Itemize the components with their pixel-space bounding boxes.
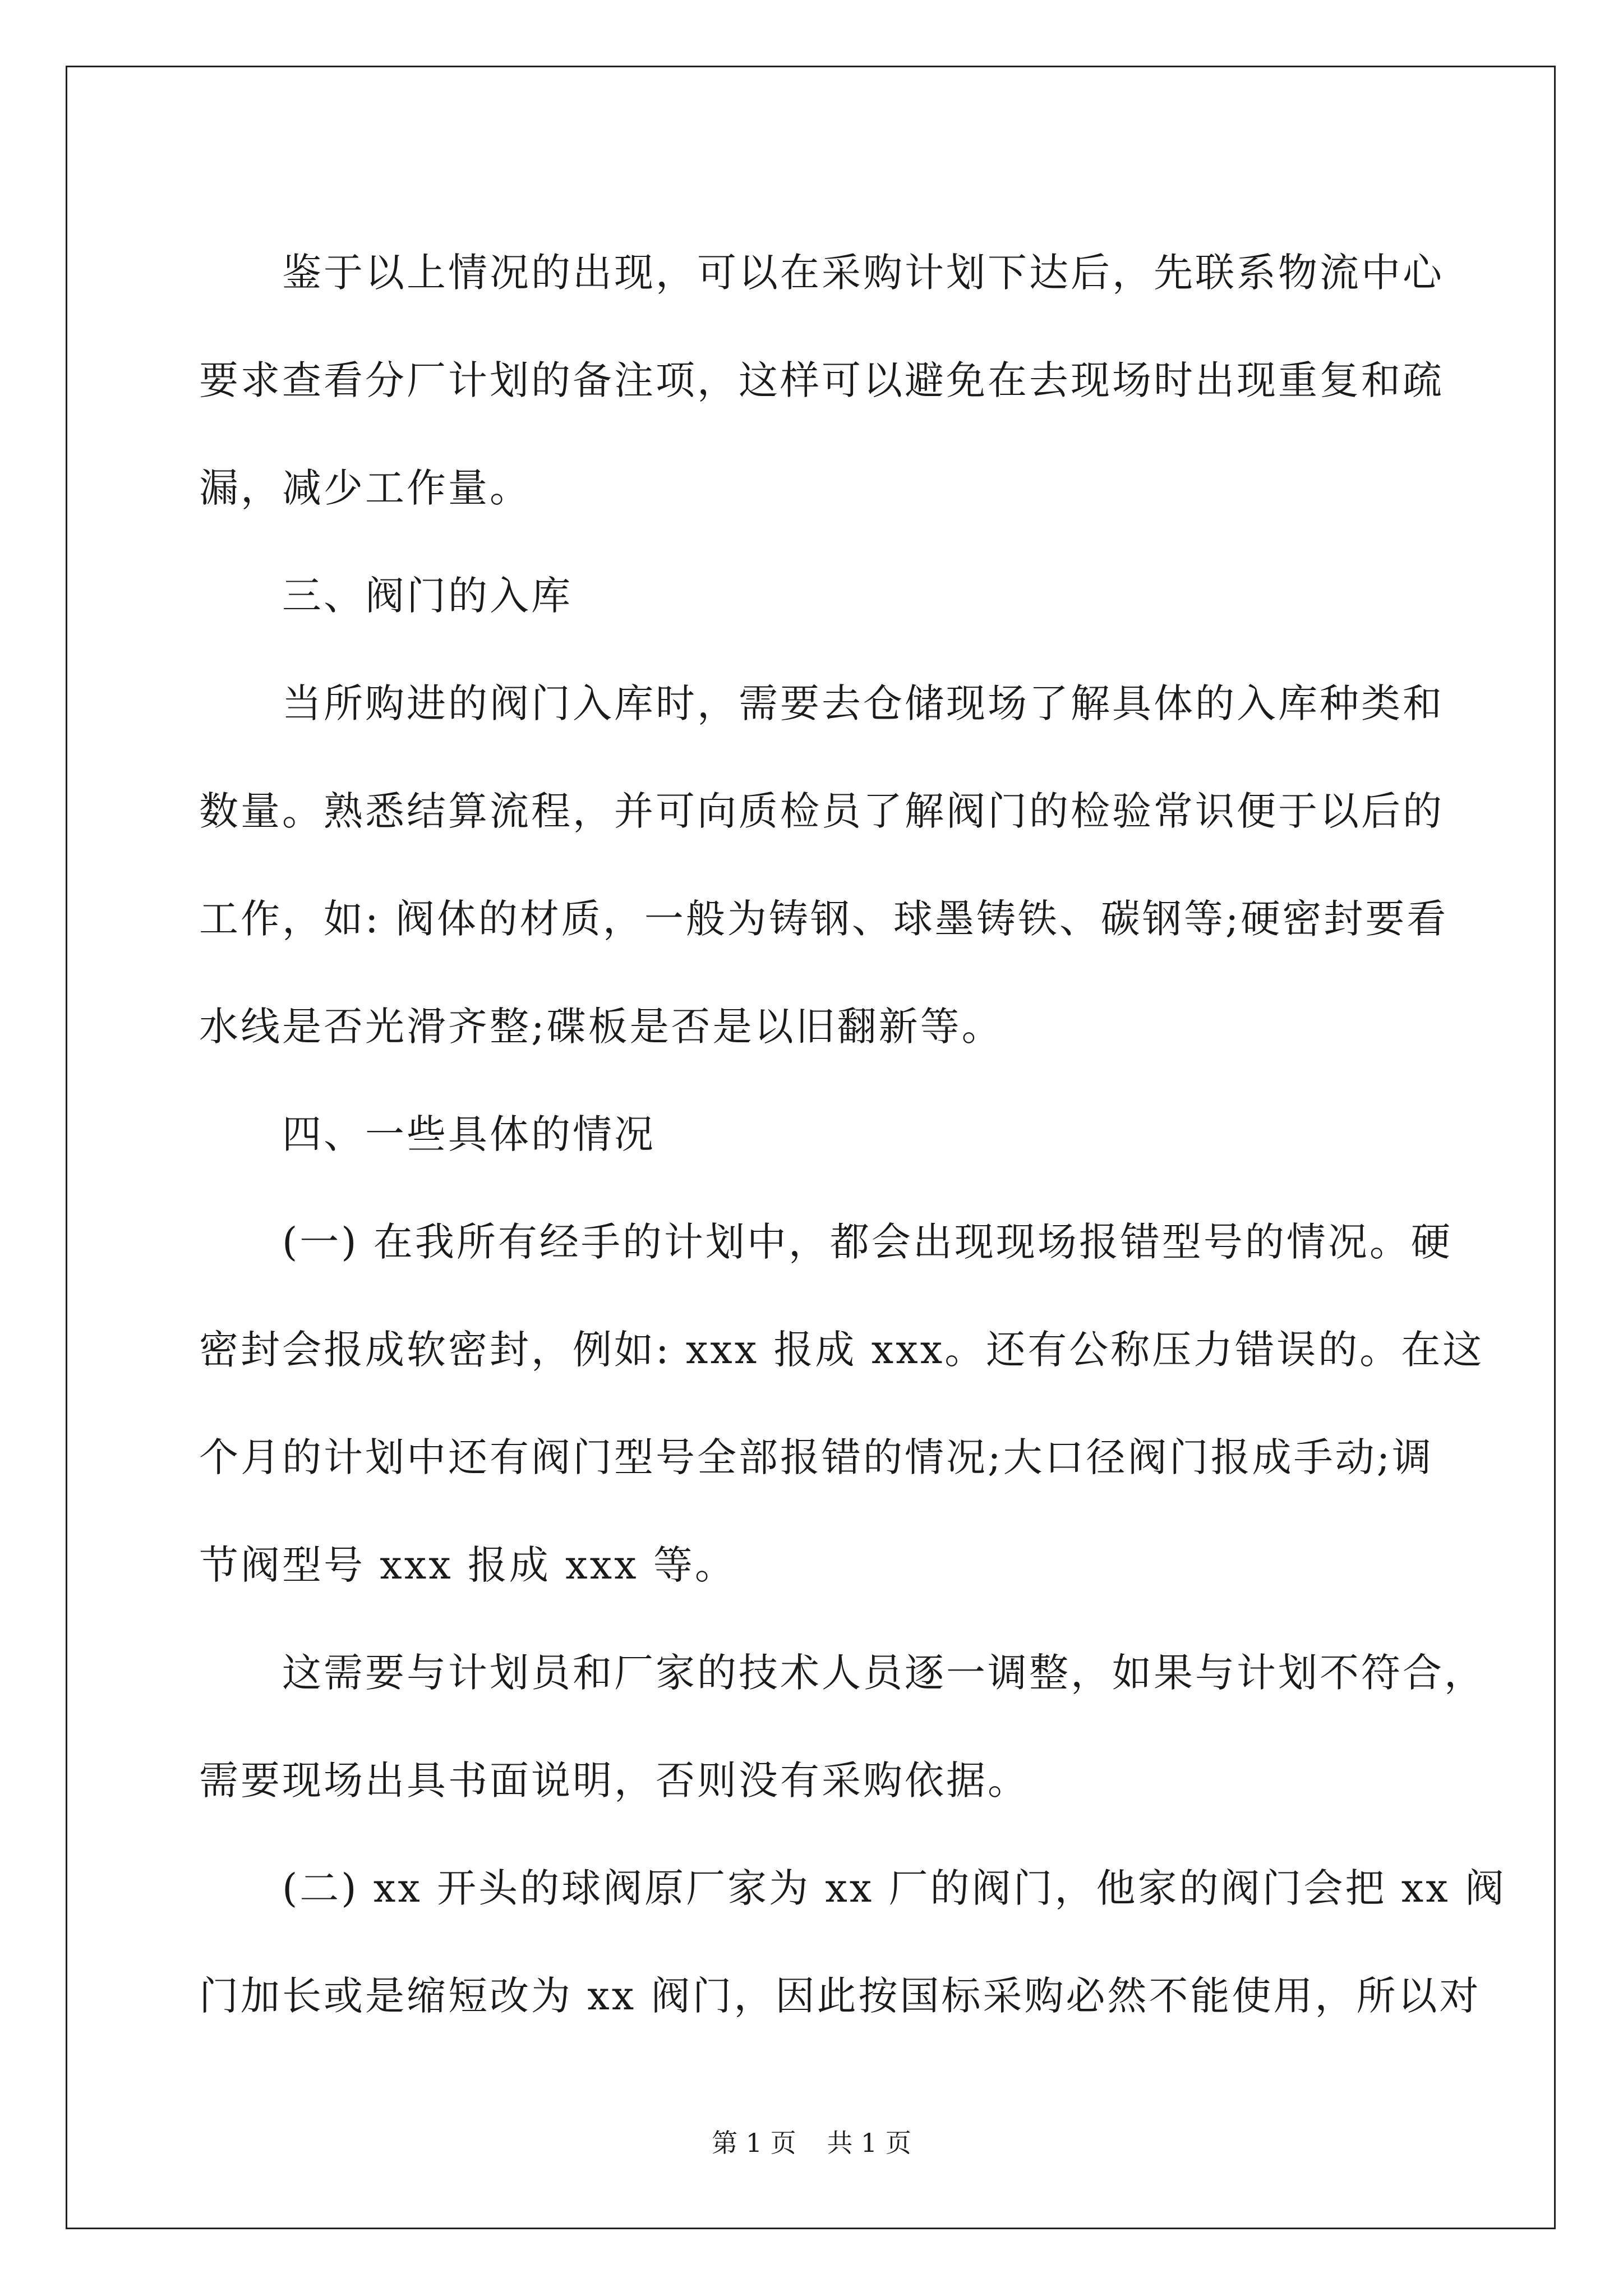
paragraph-line: 水线是否光滑齐整;碟板是否是以旧翻新等。 (199, 1004, 1003, 1050)
document-body (199, 219, 1506, 2050)
section-heading: 三、阀门的入库 (282, 573, 573, 619)
paragraph-line: 个月的计划中还有阀门型号全部报错的情况;大口径阀门报成手动;调 (199, 1434, 1434, 1480)
paragraph-line: 鉴于以上情况的出现，可以在采购计划下达后，先联系物流中心 (282, 250, 1444, 296)
paragraph-line: 密封会报成软密封，例如: xxx 报成 xxx。还有公称压力错误的。在这 (199, 1327, 1484, 1373)
paragraph-line: 数量。熟悉结算流程，并可向质检员了解阀门的检验常识便于以后的 (199, 788, 1444, 834)
paragraph-line: (二) xx 开头的球阀原厂家为 xx 厂的阀门，他家的阀门会把 xx 阀 (282, 1865, 1506, 1911)
paragraph-line: 漏，减少工作量。 (199, 465, 531, 511)
paragraph-line: 需要现场出具书面说明，否则没有采购依据。 (199, 1757, 1029, 1803)
page-number: 第 1 页 (712, 2128, 796, 2158)
page-footer (0, 2126, 1623, 2160)
paragraph-line: 门加长或是缩短改为 xx 阀门，因此按国标采购必然不能使用，所以对 (199, 1973, 1481, 2019)
paragraph-line: 当所购进的阀门入库时，需要去仓储现场了解具体的入库种类和 (282, 680, 1444, 726)
paragraph-line: 要求查看分厂计划的备注项，这样可以避免在去现场时出现重复和疏 (199, 357, 1444, 403)
paragraph-line: 工作，如: 阀体的材质，一般为铸钢、球墨铸铁、碳钢等;硬密封要看 (199, 896, 1449, 942)
page-total: 共 1 页 (827, 2128, 911, 2158)
paragraph-line: 节阀型号 xxx 报成 xxx 等。 (199, 1542, 736, 1588)
section-heading: 四、一些具体的情况 (282, 1111, 656, 1157)
paragraph-line: (一) 在我所有经手的计划中，都会出现现场报错型号的情况。硬 (282, 1219, 1453, 1265)
paragraph-line: 这需要与计划员和厂家的技术人员逐一调整，如果与计划不符合， (282, 1650, 1486, 1696)
